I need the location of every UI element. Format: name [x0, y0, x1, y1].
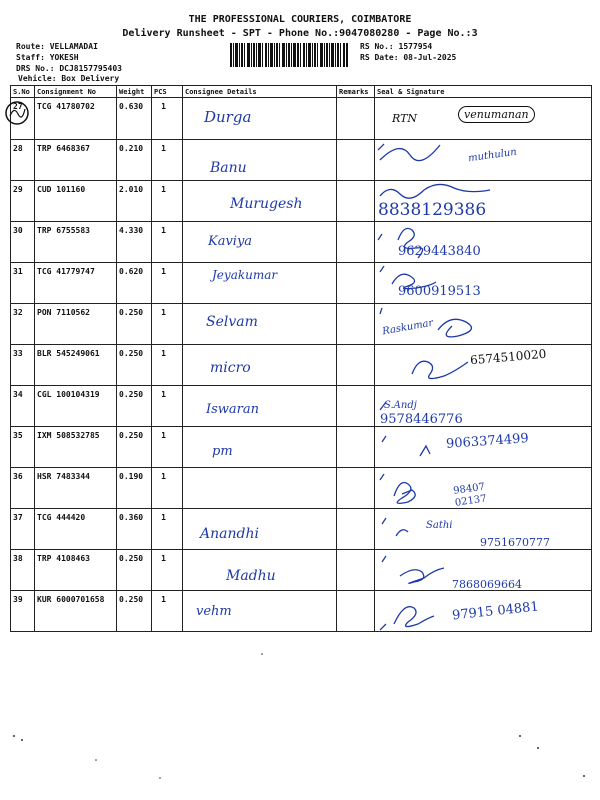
cell-consignment: CUD 101160: [35, 181, 117, 222]
handwritten-phone: 98407 02137: [452, 481, 488, 509]
cell-pcs: 1: [152, 509, 183, 550]
handwritten-phone: 97915 04881: [451, 599, 540, 624]
cell-pcs: 1: [152, 345, 183, 386]
runsheet-subtitle: Delivery Runsheet - SPT - Phone No.:9047080280 - Page No.:3: [122, 28, 478, 39]
cell-weight: 0.250: [117, 427, 152, 468]
cell-consignment: IXM 508532785: [35, 427, 117, 468]
cell-sno: 31: [11, 263, 35, 304]
cell-sno: 27: [11, 98, 35, 140]
cell-sno: 38: [11, 550, 35, 591]
cell-weight: 0.250: [117, 304, 152, 345]
cell-pcs: 1: [152, 222, 183, 263]
cell-consignment: CGL 100104319: [35, 386, 117, 427]
handwritten-signature-text: Raskumar: [381, 317, 435, 338]
cell-weight: 0.250: [117, 550, 152, 591]
handwritten-phone: 6574510020: [469, 346, 547, 368]
cell-weight: 0.250: [117, 591, 152, 632]
handwritten-consignee-name: Murugesh: [230, 196, 303, 212]
cell-weight: 0.620: [117, 263, 152, 304]
handwritten-phone: 9578446776: [380, 412, 463, 427]
handwritten-consignee-name: Banu: [210, 160, 247, 176]
cell-pcs: 1: [152, 591, 183, 632]
handwritten-consignee-name: pm: [212, 444, 233, 459]
cell-pcs: 1: [152, 181, 183, 222]
handwritten-phone: 9629443840: [398, 244, 481, 259]
handwritten-phone: 9751670777: [480, 536, 550, 549]
cell-sno: 34: [11, 386, 35, 427]
cell-weight: 4.330: [117, 222, 152, 263]
handwritten-signature-text: Sathi: [426, 520, 453, 531]
cell-sno: 36: [11, 468, 35, 509]
cell-pcs: 1: [152, 140, 183, 181]
cell-consignment: TCG 444420: [35, 509, 117, 550]
cell-sno: 37: [11, 509, 35, 550]
staff-label: Staff: YOKESH: [16, 53, 79, 62]
col-signature: Seal & Signature: [375, 86, 592, 98]
cell-pcs: 1: [152, 304, 183, 345]
cell-consignment: KUR 6000701658: [35, 591, 117, 632]
cell-pcs: 1: [152, 427, 183, 468]
handwritten-signature-text: RTN: [392, 112, 418, 125]
cell-weight: 0.360: [117, 509, 152, 550]
cell-pcs: 1: [152, 386, 183, 427]
handwritten-consignee-name: Kaviya: [208, 234, 253, 249]
handwritten-consignee-name: Jeyakumar: [212, 268, 278, 282]
cell-consignment: TCG 41779747: [35, 263, 117, 304]
cell-pcs: 1: [152, 550, 183, 591]
handwritten-signature-text: S.Andj: [384, 400, 417, 411]
cell-weight: 0.250: [117, 345, 152, 386]
vehicle-label: Vehicle: Box Delivery: [18, 74, 120, 83]
cell-weight: 0.190: [117, 468, 152, 509]
col-weight: Weight: [117, 86, 152, 98]
cell-pcs: 1: [152, 468, 183, 509]
cell-pcs: 1: [152, 98, 183, 140]
handwritten-consignee-name: Madhu: [226, 568, 276, 584]
handwritten-phone: 7868069664: [452, 578, 522, 591]
handwritten-consignee-name: Anandhi: [200, 526, 259, 542]
cell-weight: 0.250: [117, 386, 152, 427]
route-label: Route: VELLAMADAI: [16, 42, 98, 51]
handwritten-consignee-name: micro: [210, 360, 251, 376]
handwritten-consignee-name: Selvam: [206, 314, 258, 330]
cell-weight: 2.010: [117, 181, 152, 222]
cell-consignment: TRP 6755583: [35, 222, 117, 263]
handwritten-signature-text: muthulun: [467, 146, 518, 165]
col-consignment: Consignment No: [35, 86, 117, 98]
cell-weight: 0.630: [117, 98, 152, 140]
handwritten-consignee-name: Iswaran: [206, 402, 260, 417]
cell-sno: 35: [11, 427, 35, 468]
cell-consignment: HSR 7483344: [35, 468, 117, 509]
company-title: THE PROFESSIONAL COURIERS, COIMBATORE: [188, 14, 412, 25]
cell-consignment: TCG 41780702: [35, 98, 117, 140]
cell-weight: 0.210: [117, 140, 152, 181]
handwritten-phone: 9063374499: [445, 431, 530, 452]
col-pcs: PCS: [152, 86, 183, 98]
rs-date: RS Date: 08-Jul-2025: [360, 53, 457, 62]
col-consignee: Consignee Details: [183, 86, 337, 98]
cell-consignment: BLR 545249061: [35, 345, 117, 386]
handwritten-consignee-name: vehm: [196, 604, 232, 619]
cell-pcs: 1: [152, 263, 183, 304]
handwritten-consignee-name: Durga: [204, 108, 252, 126]
col-sno: S.No: [11, 86, 35, 98]
cell-sno: 30: [11, 222, 35, 263]
cell-sno: 28: [11, 140, 35, 181]
handwritten-phone: 9600919513: [398, 284, 481, 299]
handwritten-signature-text: venumanan: [458, 106, 535, 123]
cell-consignment: TRP 4108463: [35, 550, 117, 591]
rs-number: RS No.: 1577954: [360, 42, 433, 51]
cell-consignment: TRP 6468367: [35, 140, 117, 181]
cell-consignment: PON 7110562: [35, 304, 117, 345]
cell-sno: 39: [11, 591, 35, 632]
handwritten-phone: 8838129386: [378, 200, 487, 220]
cell-sno: 33: [11, 345, 35, 386]
cell-sno: 29: [11, 181, 35, 222]
drs-number: DRS No.: DCJ8157795403: [16, 64, 122, 73]
cell-sno: 32: [11, 304, 35, 345]
col-remarks: Remarks: [337, 86, 375, 98]
